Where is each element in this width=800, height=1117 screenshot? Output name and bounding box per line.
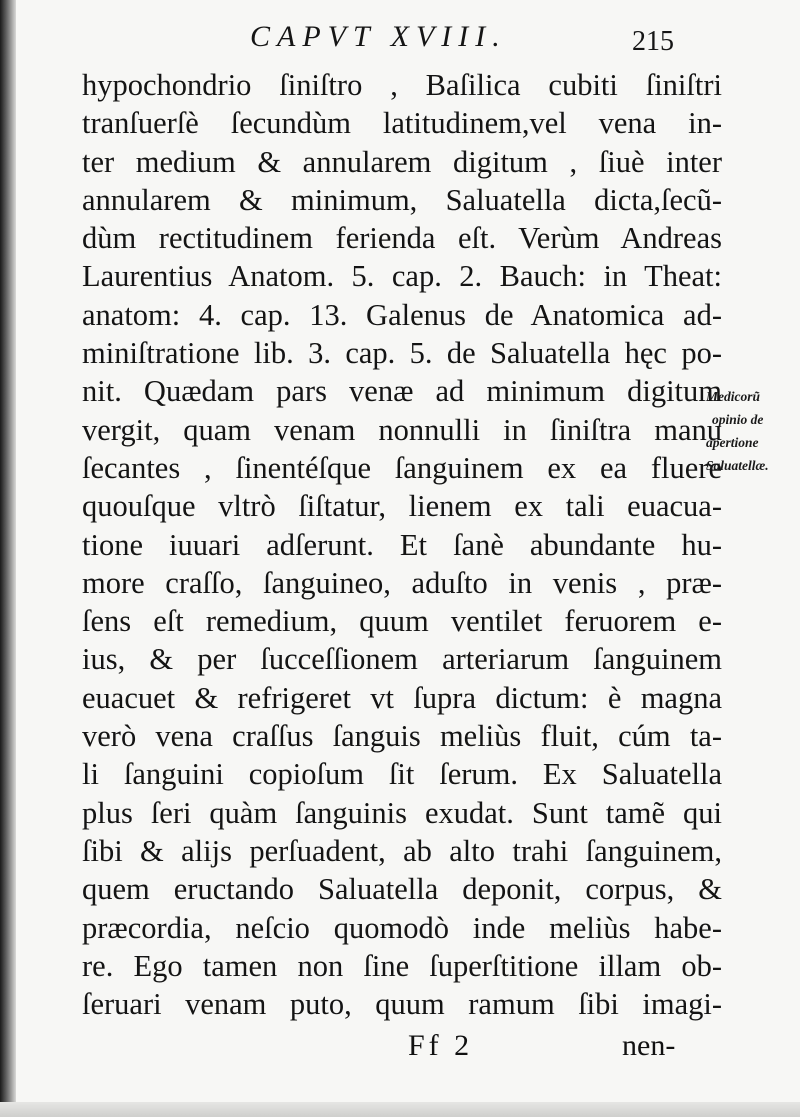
- marginal-note-line: apertione: [706, 435, 759, 450]
- catchword: nen-: [622, 1029, 676, 1062]
- text-line: præcordia, neſcio quomodò inde meliùs habe-: [82, 910, 722, 945]
- text-line: Laurentius Anatom. 5. cap. 2. Bauch: in Theat:: [82, 259, 722, 294]
- text-line: verò vena craſſus ſanguis meliùs fluit, cúm ta-: [82, 719, 722, 754]
- marginal-note-line: opinio de: [712, 412, 764, 427]
- text-line: li ſanguini copioſum ſit ſerum. Ex Saluatella: [82, 757, 722, 792]
- text-line: hypochondrio ſiniſtro , Baſilica cubiti ſiniſtri: [82, 68, 722, 102]
- body-text: [82, 66, 722, 1023]
- marginal-note-line: Medicorũ: [706, 389, 760, 404]
- text-line: annularem & minimum, Saluatella dicta,ſecũ-: [82, 182, 722, 217]
- text-line: nit. Quædam pars venæ ad minimum digitum: [82, 374, 722, 409]
- signature-mark: Ff 2: [408, 1029, 474, 1062]
- text-line: ſens eſt remedium, quum ventilet feruorem e-: [82, 604, 722, 639]
- text-line: re. Ego tamen non ſine ſuperſtitione illam ob-: [82, 948, 722, 983]
- text-line: quem eructando Saluatella deponit, corpus, &: [82, 872, 722, 907]
- text-line: dùm rectitudinem ferienda eſt. Verùm Andreas: [82, 221, 722, 256]
- text-line: ſecantes , ſinentéſque ſanguinem ex ea fluere: [82, 450, 722, 485]
- text-line: miniſtratione lib. 3. cap. 5. de Saluatella hęc po-: [82, 336, 722, 371]
- binding-gutter-shadow: [0, 0, 16, 1117]
- text-line: ter medium & annularem digitum , ſiuè inter: [82, 144, 722, 179]
- marginal-note: [706, 385, 796, 477]
- text-line: tranſuerſè ſecundùm latitudinem,vel vena in-: [82, 106, 722, 141]
- text-line: ſeruari venam puto, quum ramum ſibi imagi-: [82, 987, 722, 1022]
- page-footer: [0, 1023, 800, 1067]
- text-line: ſibi & alijs perſuadent, ab alto trahi ſanguinem,: [82, 833, 722, 868]
- running-title: CAPVT XVIII.: [250, 20, 507, 53]
- text-line: plus ſeri quàm ſanguinis exudat. Sunt tamẽ qui: [82, 795, 722, 830]
- text-line: anatom: 4. cap. 13. Galenus de Anatomica ad-: [82, 297, 722, 332]
- text-line: ius, & per ſucceſſionem arteriarum ſanguinem: [82, 642, 722, 677]
- text-line: tione iuuari adſerunt. Et ſanè abundante hu-: [82, 527, 722, 562]
- marginal-note-line: Saluatellæ.: [706, 458, 769, 473]
- page-bottom-edge: [0, 1102, 800, 1117]
- text-line: euacuet & refrigeret vt ſupra dictum: è magna: [82, 680, 722, 715]
- text-line: quouſque vltrò ſiſtatur, lienem ex tali euacua-: [82, 489, 722, 524]
- text-line: vergit, quam venam nonnulli in ſiniſtra manu: [82, 412, 722, 447]
- page-number: 215: [632, 26, 674, 57]
- text-line: more craſſo, ſanguineo, aduſto in venis , præ-: [82, 565, 722, 600]
- page-header: [0, 14, 800, 64]
